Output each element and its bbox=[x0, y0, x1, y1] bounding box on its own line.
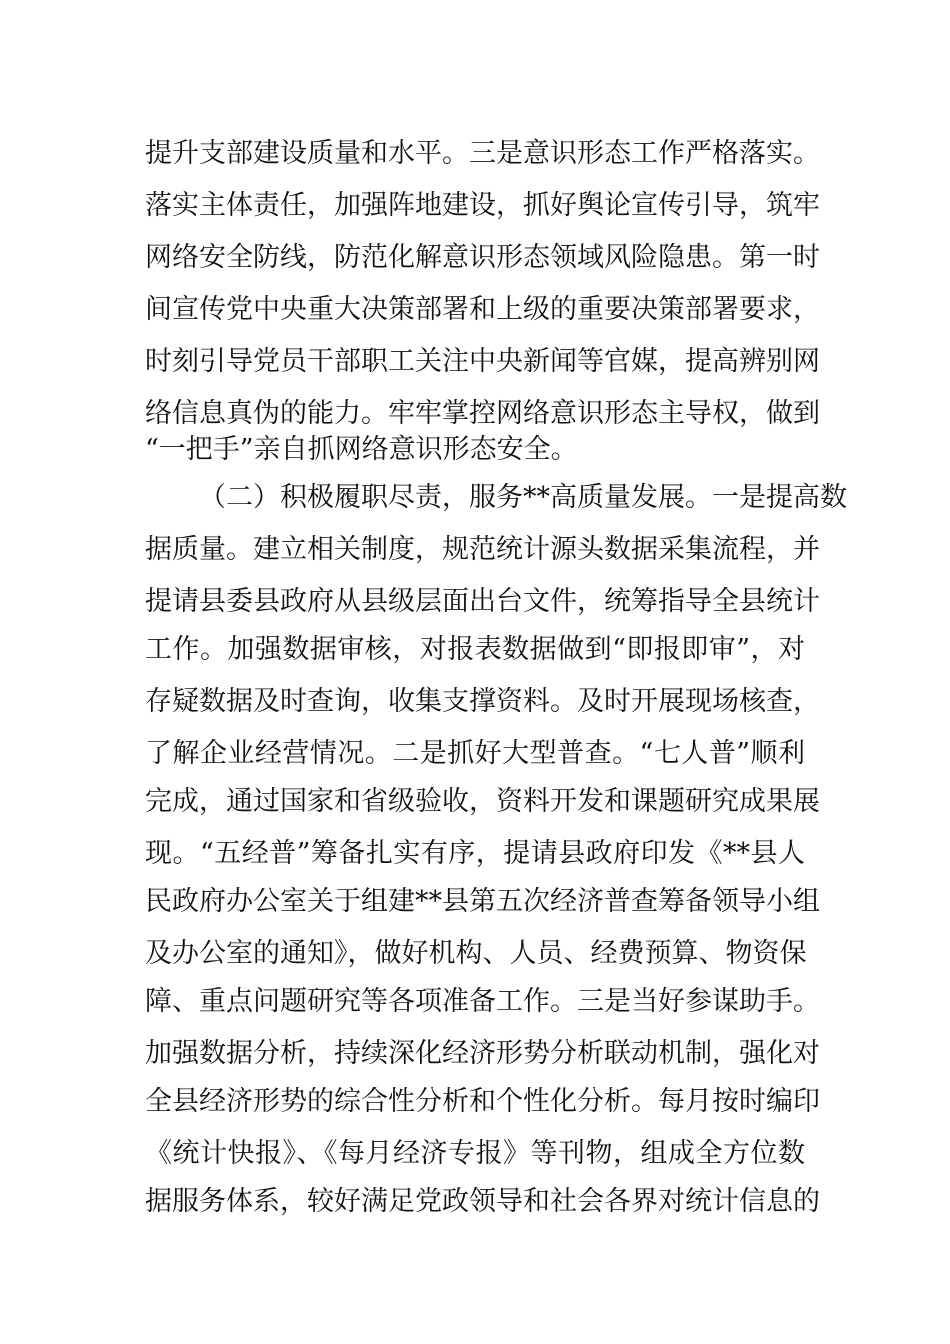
text-line: 时刻引导党员干部职工关注中央新闻等官媒，提高辨别网 bbox=[145, 346, 820, 377]
text-line: 现。“五经普”筹备扎实有序，提请县政府印发《**县人 bbox=[145, 838, 805, 869]
text-line: 全县经济形势的综合性分析和个性化分析。每月按时编印 bbox=[145, 1086, 820, 1117]
section-heading-line: （二）积极履职尽责，服务**高质量发展。一是提高数 bbox=[199, 482, 847, 513]
text-line: “一把手”亲自抓网络意识形态安全。 bbox=[145, 434, 578, 465]
text-line: 网络安全防线，防范化解意识形态领域风险隐患。第一时 bbox=[145, 242, 820, 273]
text-line: 了解企业经营情况。二是抓好大型普查。“七人普”顺利 bbox=[145, 738, 805, 769]
text-line: 提请县委县政府从县级层面出台文件，统筹指导全县统计 bbox=[145, 586, 820, 617]
text-line: 民政府办公室关于组建**县第五次经济普查筹备领导小组 bbox=[145, 886, 820, 917]
text-line: 障、重点问题研究等各项准备工作。三是当好参谋助手。 bbox=[145, 986, 820, 1017]
text-line: 《统计快报》、《每月经济专报》等刊物，组成全方位数 bbox=[145, 1138, 805, 1169]
text-line: 及办公室的通知》，做好机构、人员、经费预算、物资保 bbox=[145, 938, 807, 969]
text-line: 落实主体责任，加强阵地建设，抓好舆论宣传引导，筑牢 bbox=[145, 190, 820, 221]
text-line: 加强数据分析，持续深化经济形势分析联动机制，强化对 bbox=[145, 1038, 820, 1069]
text-line: 存疑数据及时查询，收集支撑资料。及时开展现场核查， bbox=[145, 686, 820, 717]
text-line: 据质量。建立相关制度，规范统计源头数据采集流程，并 bbox=[145, 534, 820, 565]
text-line: 据服务体系，较好满足党政领导和社会各界对统计信息的 bbox=[145, 1186, 820, 1217]
text-line: 络信息真伪的能力。牢牢掌控网络意识形态主导权，做到 bbox=[145, 398, 820, 429]
text-line: 提升支部建设质量和水平。三是意识形态工作严格落实。 bbox=[145, 138, 820, 169]
text-line: 间宣传党中央重大决策部署和上级的重要决策部署要求， bbox=[145, 294, 820, 325]
text-line: 完成，通过国家和省级验收，资料开发和课题研究成果展 bbox=[145, 786, 820, 817]
text-line: 工作。加强数据审核，对报表数据做到“即报即审”，对 bbox=[145, 634, 805, 665]
